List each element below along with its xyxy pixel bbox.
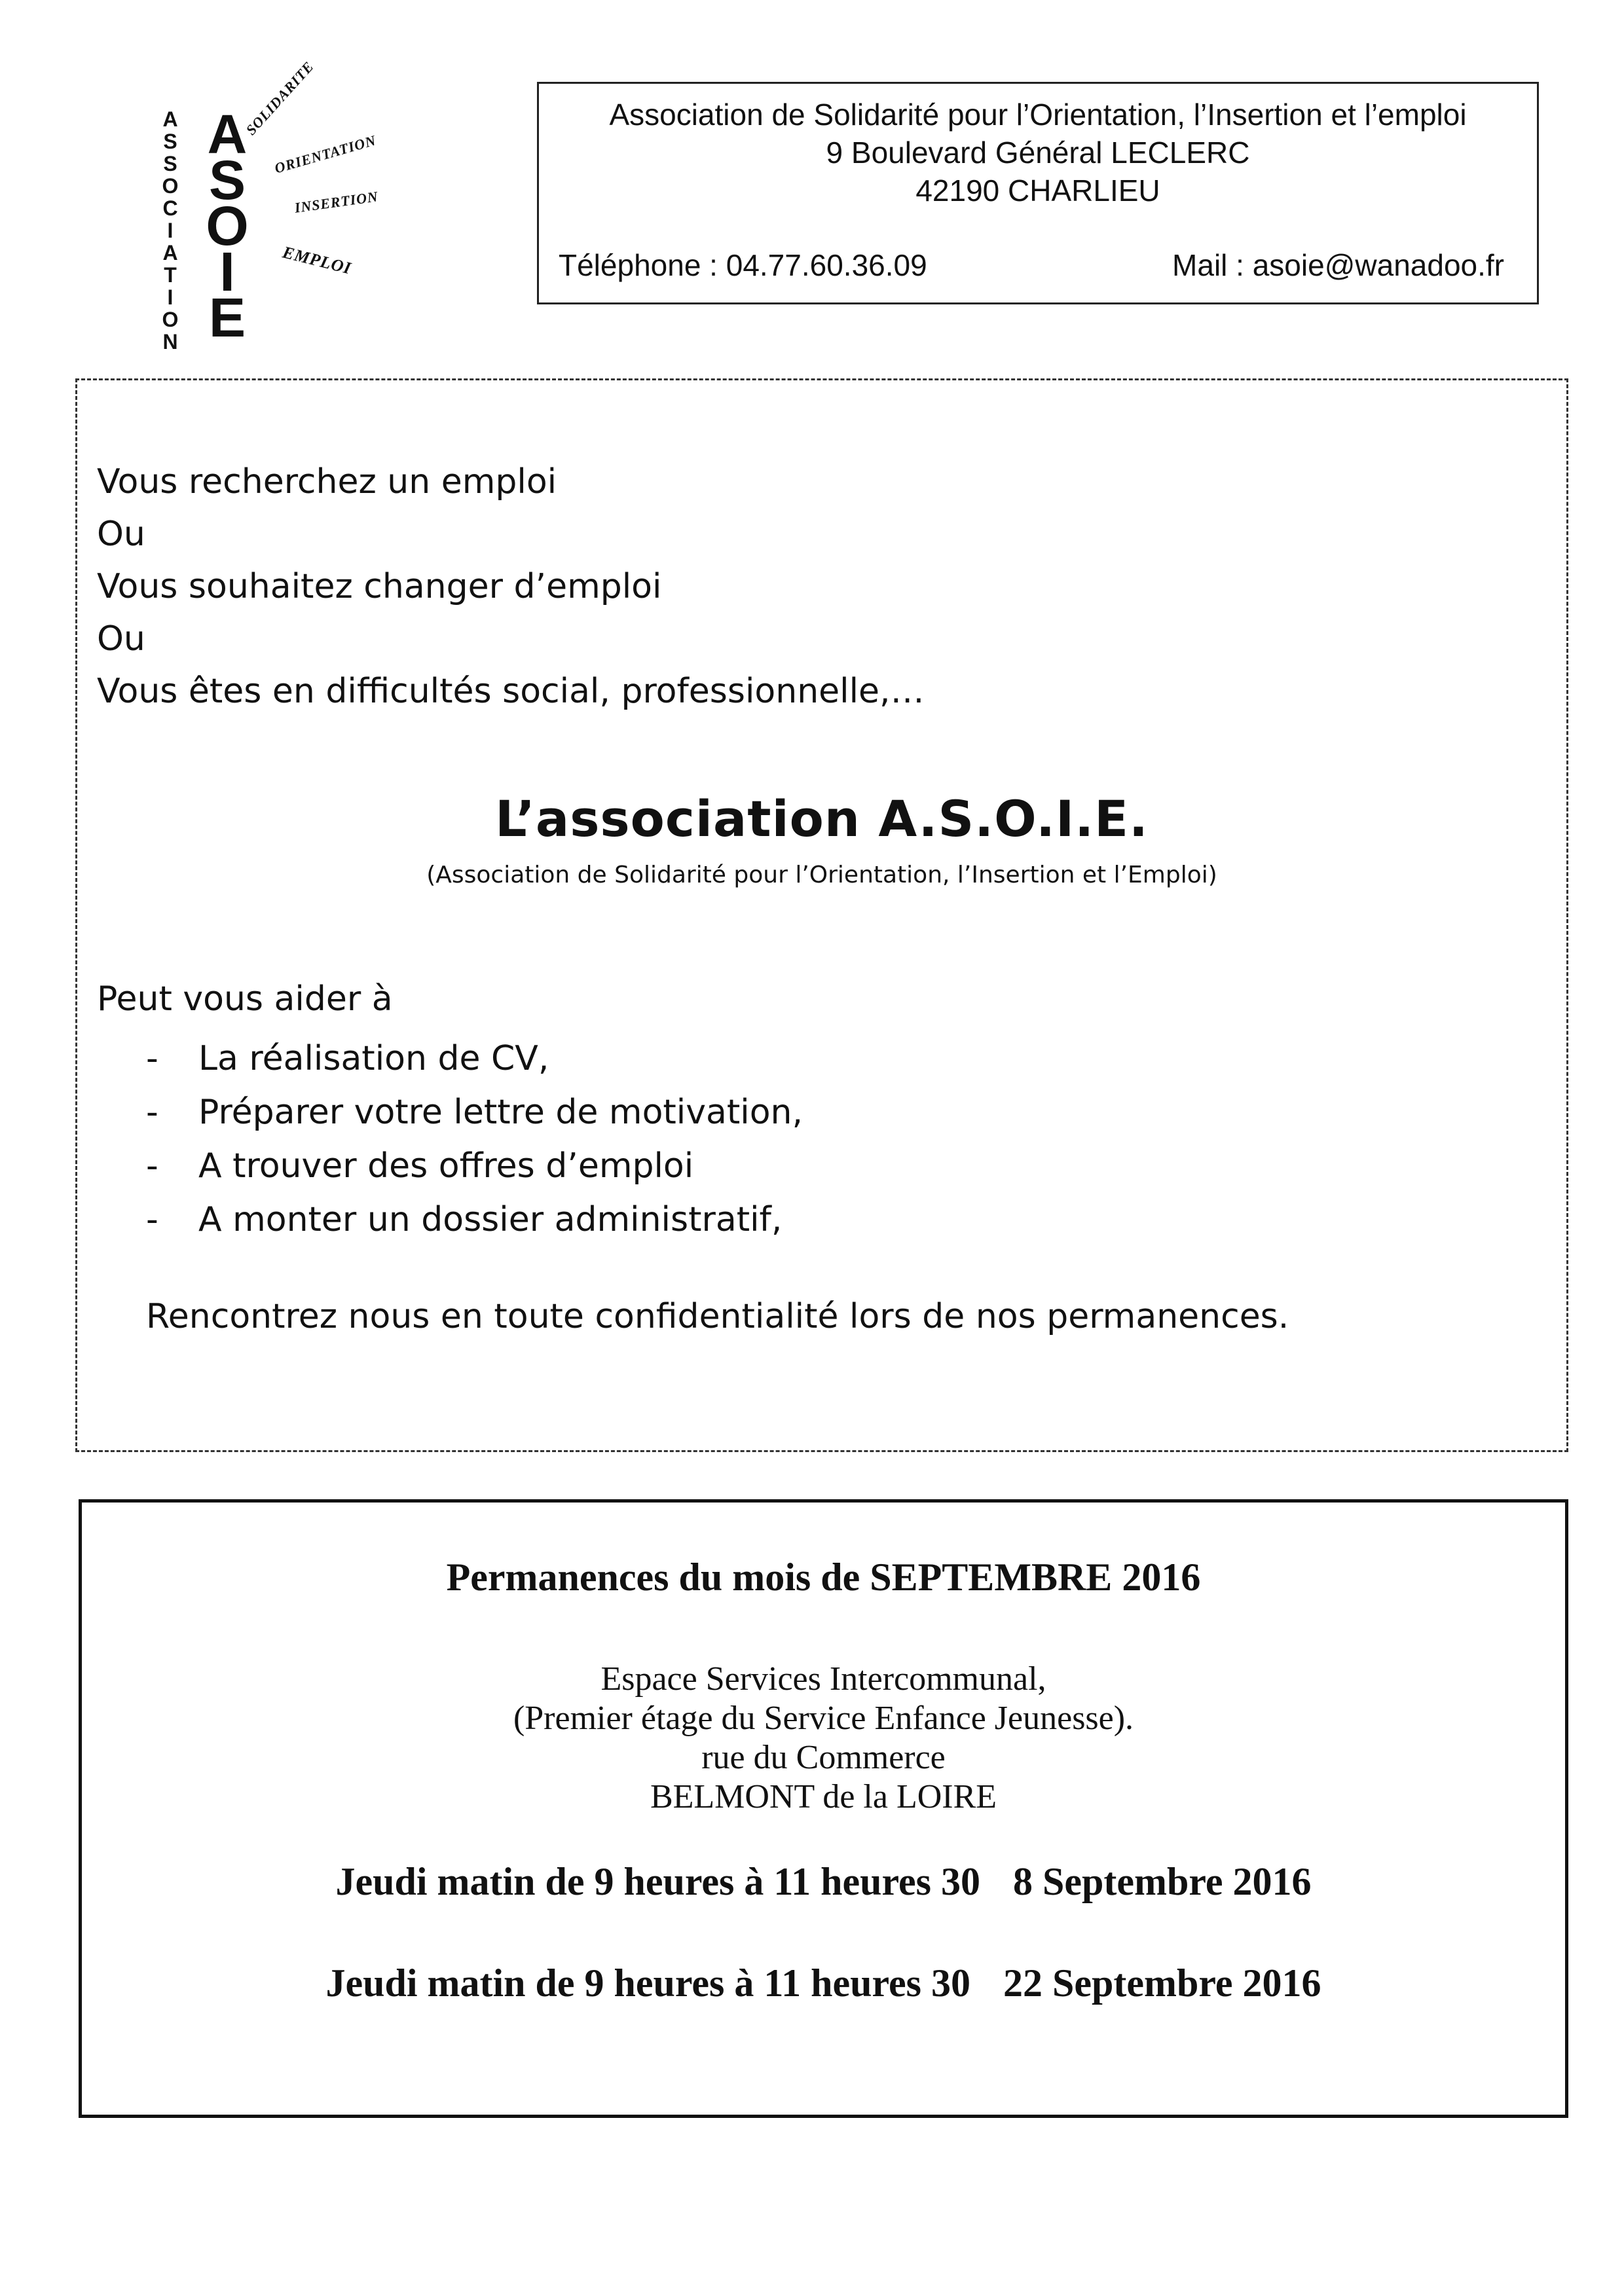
session-time: Jeudi matin de 9 heures à 11 heures 30 <box>335 1860 980 1903</box>
logo-word-solidarite: SOLIDARITE <box>242 58 317 139</box>
asoie-logo <box>157 58 393 354</box>
list-item: - Préparer votre lettre de motivation, <box>146 1093 803 1132</box>
intro-line: Vous recherchez un emploi <box>97 462 557 501</box>
logo-word-orientation: ORIENTATION <box>272 132 378 177</box>
association-name: Association de Solidarité pour l’Orientation, l’Insertion et l’emploi <box>609 98 1467 132</box>
intro-line: Ou <box>97 515 145 554</box>
session-row <box>82 1961 1565 2006</box>
intro-line: Vous souhaitez changer d’emploi <box>97 567 662 606</box>
logo-word-insertion: INSERTION <box>293 188 380 216</box>
session-time: Jeudi matin de 9 heures à 11 heures 30 <box>325 1961 970 2005</box>
contact-box <box>537 82 1539 304</box>
session-date: 22 Septembre 2016 <box>1003 1961 1321 2005</box>
list-item: - A monter un dossier administratif, <box>146 1200 783 1239</box>
closing-line: Rencontrez nous en toute confidentialité lors de nos permanences. <box>146 1297 1289 1336</box>
session-row <box>82 1859 1565 1904</box>
list-item: - La réalisation de CV, <box>146 1039 549 1078</box>
permanences-title: Permanences du mois de SEPTEMBRE 2016 <box>446 1556 1201 1599</box>
list-item: - A trouver des offres d’emploi <box>146 1146 694 1186</box>
logo-word-emploi: EMPLOI <box>280 242 354 278</box>
help-list <box>146 1032 803 1247</box>
permanences-box <box>79 1499 1568 2118</box>
email-address[interactable]: Mail : asoie@wanadoo.fr <box>1172 248 1504 282</box>
logo-vertical-word: A S S O C I A T I O N <box>162 107 179 354</box>
help-intro: Peut vous aider à <box>97 979 393 1019</box>
session-date: 8 Septembre 2016 <box>1013 1860 1312 1903</box>
intro-line: Ou <box>97 619 145 659</box>
postal-city: 42190 CHARLIEU <box>915 173 1160 208</box>
logo-big-letters: A S O I E <box>206 103 249 348</box>
phone-number: Téléphone : 04.77.60.36.09 <box>559 248 927 282</box>
street-address: 9 Boulevard Général LECLERC <box>826 136 1250 170</box>
info-box <box>75 378 1568 1452</box>
address-block <box>539 96 1537 210</box>
association-title: L’association A.S.O.I.E. <box>495 790 1149 848</box>
intro-line: Vous êtes en difficultés social, professionnelle,… <box>97 672 925 711</box>
permanences-address: Espace Services Intercommunal, (Premier étage du Service Enfance Jeunesse). rue du Commerce BELMONT de la LOIRE <box>513 1660 1134 1815</box>
association-subtitle: (Association de Solidarité pour l’Orientation, l’Insertion et l’Emploi) <box>426 862 1217 888</box>
